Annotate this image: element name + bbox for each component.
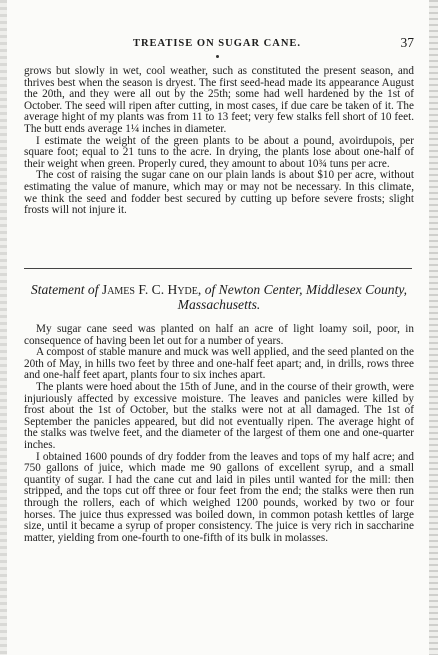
- page-number: 37: [400, 35, 414, 50]
- section-hyde-statement: [24, 324, 414, 544]
- section-cultivation-notes: [24, 66, 414, 217]
- statement-heading: [24, 282, 414, 312]
- scan-right-edge: [429, 0, 438, 655]
- paragraph: The cost of raising the sugar cane on our plain lands is about $10 per acre, without estimating the value of manure, which may or may not be necessary. In this climate, we think the seed and fodder best secured by cutting up before severe frosts; slight frosts will not injure it.: [24, 169, 414, 217]
- running-title: TREATISE ON SUGAR CANE.: [132, 38, 302, 49]
- scan-left-edge: [0, 0, 7, 655]
- paragraph: grows but slowly in wet, cool weather, such as constituted the present season, and thrives best when the season is dryest. The first seed-head made its appearance August the 20th, and they were all out by the 25th; some had well hardened by the 1st of October. The seed will ripen after cutting, in most cases, if due care be taken of it. The average hight of my plants was from 11 to 13 feet; very few stalks fell short of 10 feet. The butt ends average 1¼ inches in diameter.: [24, 65, 414, 135]
- statement-author: James F. C. Hyde,: [101, 282, 202, 297]
- statement-location: of Newton Center, Middlesex County, Massachusetts.: [177, 282, 408, 312]
- paragraph: I estimate the weight of the green plants to be about a pound, avoirdupois, per square foot; equal to 21 tuns to the acre. In drying, the plants lose about one-half of their weight when green. Properly cured, they amount to about 10¾ tuns per acre.: [24, 134, 414, 170]
- paragraph: I obtained 1600 pounds of dry fodder from the leaves and tops of my half acre; and 750 gallons of juice, which made me 90 gallons of excellent syrup, and a small quantity of sugar. I had the cane cut and laid in piles until wanted for the mill: then stripped, and the tops cut off three or four feet from the end; the stalks were then run through the rollers, each of which weighed 1200 pounds, worked by two or four horses. The juice thus expressed was boiled down, in common potash kettles of large size, until it became a syrup of proper consistency. The juice is very rich in saccharine matter, yielding from one-fourth to one-fifth of its bulk in molasses.: [24, 450, 414, 544]
- header-ornament: [216, 55, 219, 58]
- paragraph: The plants were hoed about the 15th of June, and in the course of their growth, were injuriously affected by excessive moisture. The leaves and panicles were killed by frost about the 1st of October, but the stalks were not at all damaged. The 1st of September the panicles appeared, but did not eventually ripen. The average hight of the stalks was twelve feet, and the diameter of the largest of them one and one-quarter inches.: [24, 380, 414, 451]
- paragraph: My sugar cane seed was planted on half an acre of light loamy soil, poor, in consequence of having been let out for a number of years.: [24, 323, 414, 347]
- page-header: [18, 35, 416, 54]
- paragraph: A compost of stable manure and muck was well applied, and the seed planted on the 20th of May, in hills two feet by three and one-half feet apart; and, in drills, rows three and one-half feet apart, plants four to six inches apart.: [24, 346, 414, 382]
- statement-prefix: Statement of: [30, 282, 99, 297]
- section-divider: [24, 268, 412, 269]
